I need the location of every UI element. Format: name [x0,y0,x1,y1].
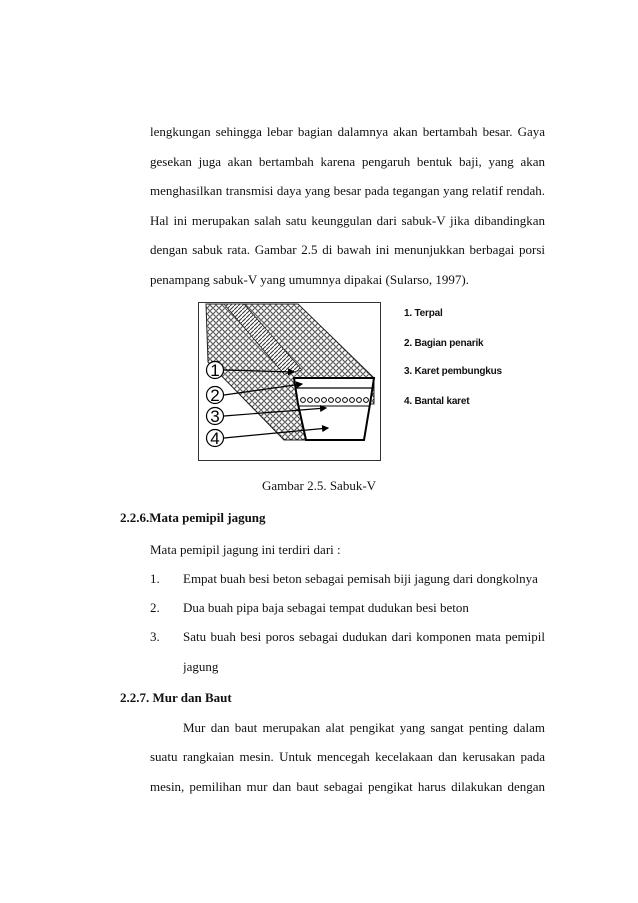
legend-bantal-karet: 4. Bantal karet [404,396,470,407]
list-item: Satu buah besi poros sebagai dudukan dari komponen mata pemipil [183,629,545,644]
section-heading-2-2-6: 2.2.6.Mata pemipil jagung [120,510,266,525]
v-belt-illustration [198,302,484,462]
section-intro: Mata pemipil jagung ini terdiri dari : [150,542,341,557]
figure-caption: Gambar 2.5. Sabuk-V [261,478,377,493]
legend-bagian-penarik: 2. Bagian penarik [404,338,484,349]
list-number: 1. [150,571,160,586]
list-number: 3. [150,629,160,644]
list-item: Empat buah besi beton sebagai pemisah biji jagung dari dongkolnya [183,571,538,586]
paragraph-line: Mur dan baut merupakan alat pengikat yang sangat penting dalam [183,720,545,735]
paragraph-line: Hal ini merupakan salah satu keunggulan dari sabuk-V jika dibandingkan [150,212,545,228]
figure-number-2: 2 [210,386,220,405]
figure-number-1: 1 [210,361,220,380]
figure-number-3: 3 [210,407,220,426]
intro-paragraph [150,117,545,295]
paragraph-line: suatu rangkaian mesin. Untuk mencegah kecelakaan dan kerusakan pada [150,749,545,764]
paragraph-line: menghasilkan transmisi daya yang besar pada tegangan yang relatif rendah. [150,183,545,199]
v-belt-figure [198,302,502,462]
paragraph-line: gesekan juga akan bertambah karena pengaruh bentuk baji, yang akan [150,153,545,169]
section-heading-2-2-7: 2.2.7. Mur dan Baut [120,690,232,705]
legend-terpal: 1. Terpal [404,308,443,319]
list-item-continuation: jagung [183,659,219,674]
legend-karet-pembungkus: 3. Karet pembungkus [404,366,502,377]
list-item: Dua buah pipa baja sebagai tempat dudukan besi beton [183,600,469,615]
paragraph-line: lengkungan sehingga lebar bagian dalamnya akan bertambah besar. Gaya [150,124,545,139]
paragraph-line: penampang sabuk-V yang umumnya dipakai (Sularso, 1997). [150,271,469,287]
paragraph-line: mesin, pemilihan mur dan baut sebagai pengikat harus dilakukan dengan [150,778,545,794]
paragraph-line: dengan sabuk rata. Gambar 2.5 di bawah ini menunjukkan berbagai porsi [150,242,545,258]
mur-baut-paragraph [150,742,545,801]
list-number: 2. [150,600,160,615]
figure-number-4: 4 [210,429,220,448]
